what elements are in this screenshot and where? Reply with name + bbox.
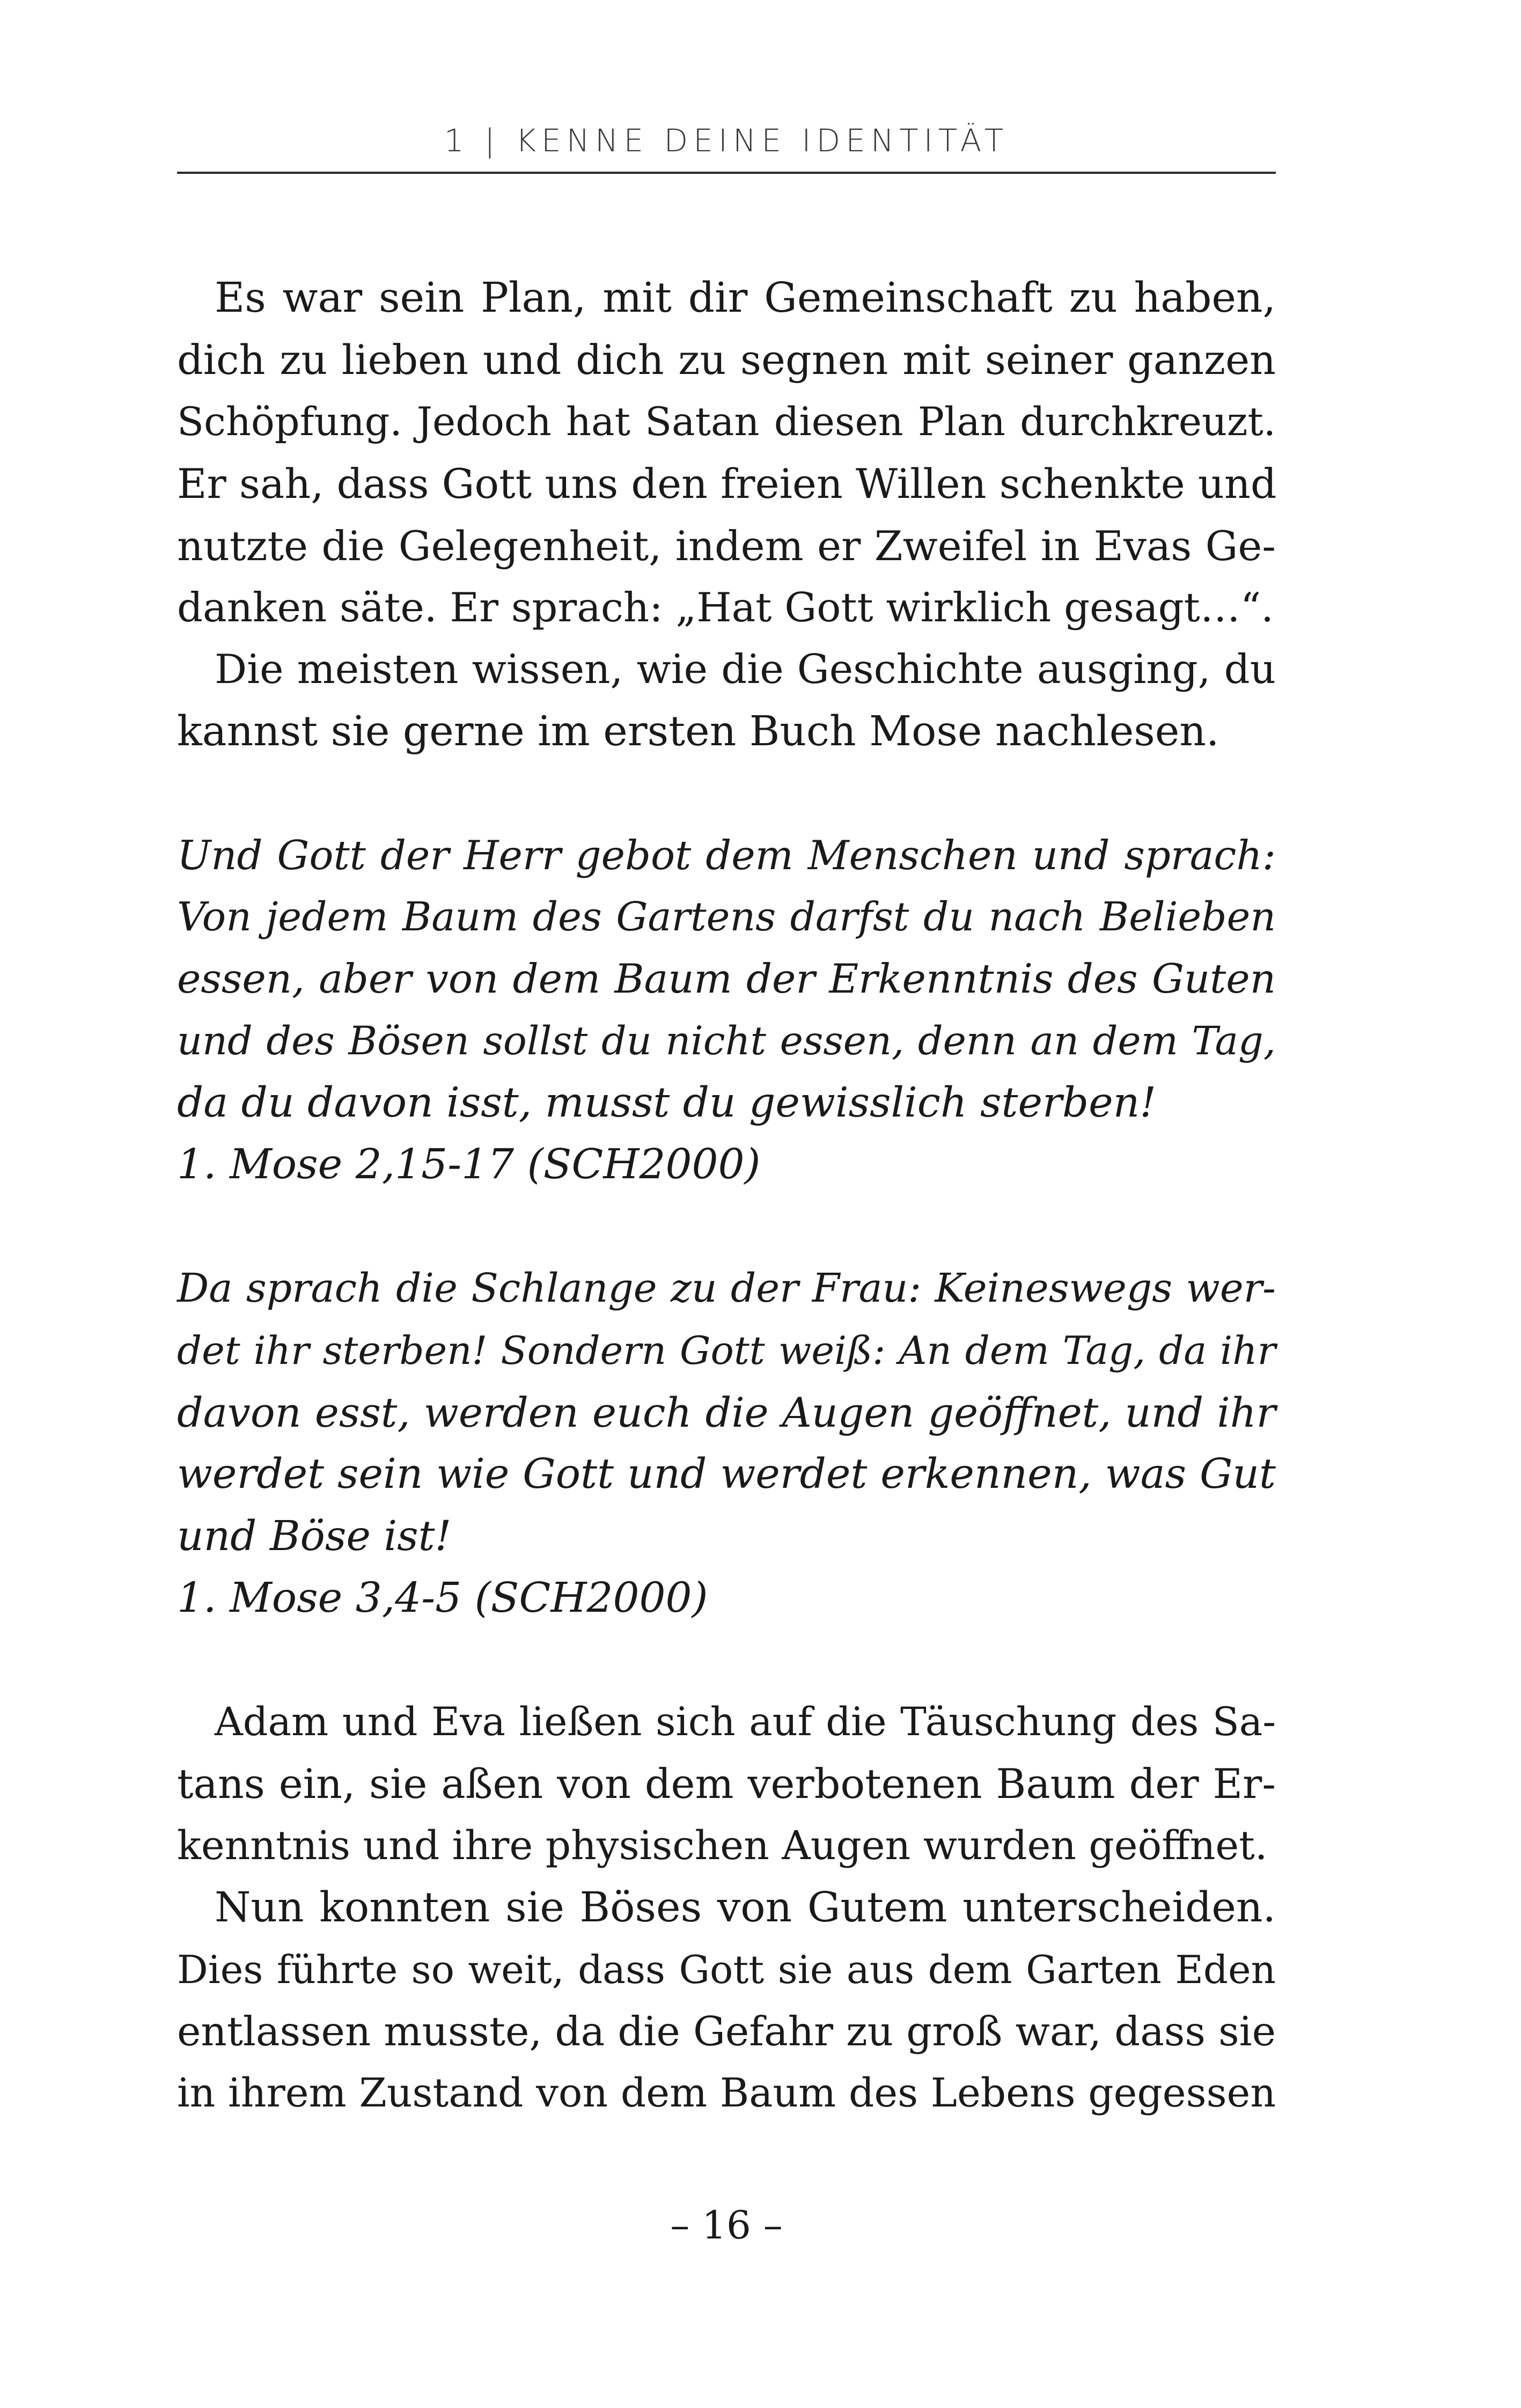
spacer	[177, 1629, 1276, 1691]
bible-quote	[177, 1258, 1276, 1629]
quote-line: essen, aber von dem Baum der Erkenntnis des Guten	[177, 955, 1276, 1003]
paragraph	[177, 1691, 1276, 1877]
quote-reference: 1. Mose 2,15-17 (SCH2000)	[177, 1141, 761, 1189]
paragraph	[177, 638, 1276, 762]
text-line: Adam und Eva ließen sich auf die Täuschung des Sa-	[215, 1699, 1276, 1745]
quote-reference: 1. Mose 3,4-5 (SCH2000)	[177, 1574, 708, 1623]
text-line: Nun konnten sie Böses von Gutem unterscheiden.	[215, 1884, 1276, 1932]
text-line: tans ein, sie aßen von dem verbotenen Baum der Er-	[177, 1760, 1276, 1808]
text-line: Dies führte so weit, dass Gott sie aus dem Garten Eden	[177, 1947, 1276, 1992]
page-body	[177, 267, 1276, 2125]
text-line: Die meisten wissen, wie die Geschichte ausging, du	[215, 645, 1276, 693]
quote-line: Da sprach die Schlange zu der Frau: Keineswegs wer-	[177, 1265, 1276, 1312]
text-line: Schöpfung. Jedoch hat Satan diesen Plan durchkreuzt.	[177, 399, 1276, 445]
text-line: Es war sein Plan, mit dir Gemeinschaft zu haben,	[215, 274, 1276, 322]
text-line: Er sah, dass Gott uns den freien Willen schenkte und	[177, 460, 1277, 508]
text-line: entlassen musste, da die Gefahr zu groß war, dass sie	[177, 2007, 1276, 2055]
paragraph	[177, 267, 1276, 638]
quote-line: und Böse ist!	[177, 1512, 452, 1560]
quote-line: Und Gott der Herr gebot dem Menschen und sprach:	[177, 831, 1276, 879]
paragraph	[177, 1877, 1276, 2125]
quote-line: da du davon isst, musst du gewisslich sterben!	[177, 1079, 1157, 1127]
text-line: kannst sie gerne im ersten Buch Mose nachlesen.	[177, 707, 1219, 755]
page-number: – 16 –	[670, 2203, 783, 2248]
spacer	[177, 1196, 1276, 1258]
quote-line: und des Bösen sollst du nicht essen, denn an dem Tag,	[177, 1018, 1276, 1064]
quote-line: davon esst, werden euch die Augen geöffnet, und ihr	[177, 1389, 1276, 1437]
text-line: danken säte. Er sprach: „Hat Gott wirklich gesagt…“.	[177, 583, 1274, 631]
text-line: kenntnis und ihre physischen Augen wurden geöffnet.	[177, 1822, 1268, 1869]
spacer	[177, 762, 1276, 824]
header-divider	[177, 172, 1276, 174]
text-line: nutzte die Gelegenheit, indem er Zweifel in Evas Ge-	[177, 522, 1276, 570]
quote-line: werdet sein wie Gott und werdet erkennen, was Gut	[177, 1450, 1276, 1499]
text-line: dich zu lieben und dich zu segnen mit seiner ganzen	[177, 336, 1276, 384]
quote-line: Von jedem Baum des Gartens darfst du nach Belieben	[177, 893, 1276, 940]
bible-quote	[177, 825, 1276, 1196]
running-header: 1 | KENNE DEINE IDENTITÄT	[444, 122, 1009, 159]
quote-line: det ihr sterben! Sondern Gott weiß: An dem Tag, da ihr	[177, 1327, 1276, 1373]
text-line: in ihrem Zustand von dem Baum des Lebens gegessen	[177, 2070, 1276, 2117]
